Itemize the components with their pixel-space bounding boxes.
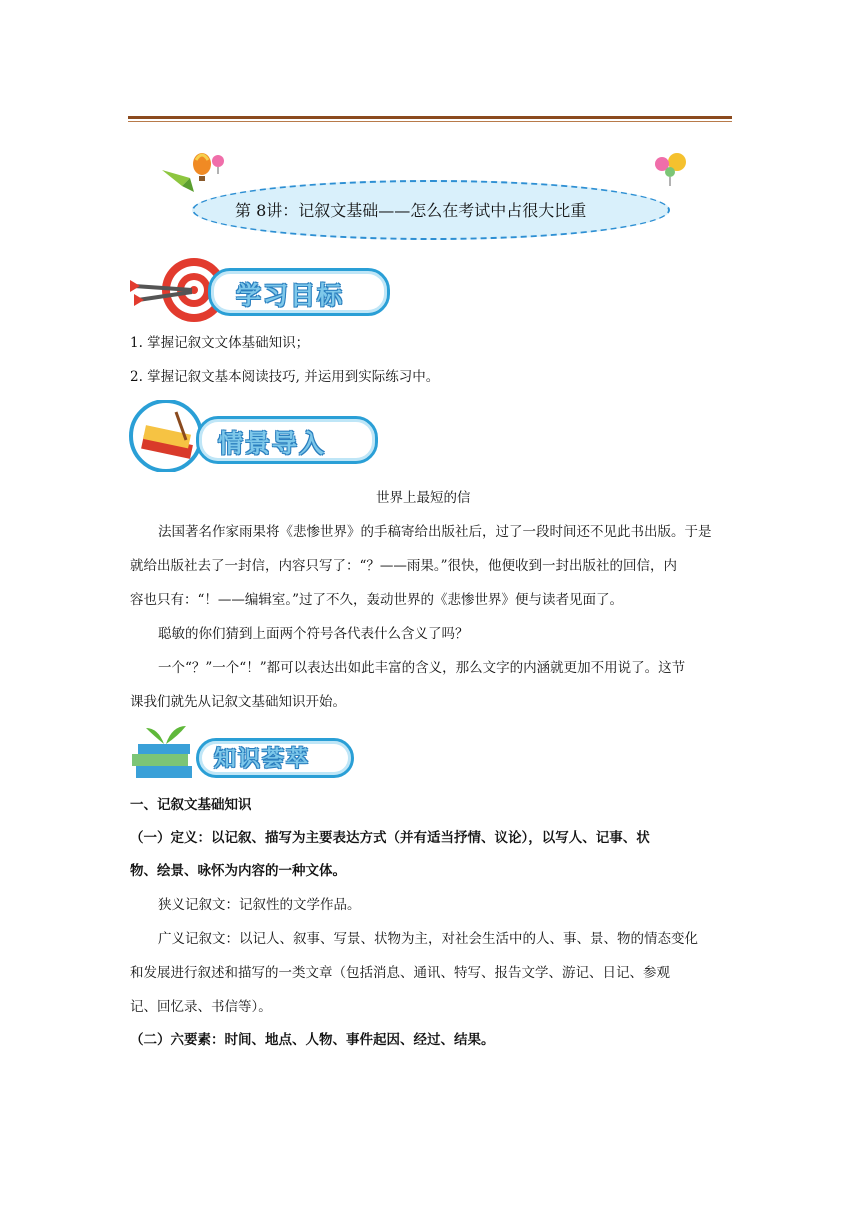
broad-definition-line: 记、回忆录、书信等）。 [130, 999, 272, 1015]
section-label-knowledge: 知识荟萃 [214, 747, 311, 772]
story-paragraph-line: 一个“？”一个“！”都可以表达出如此丰富的含义，那么文字的内涵就更加不用说了。这节 [158, 660, 686, 676]
goal-item: 1. 掌握记叙文文体基础知识； [130, 335, 310, 351]
goal-item: 2. 掌握记叙文基本阅读技巧, 并运用到实际练习中。 [130, 369, 440, 385]
story-paragraph-line: 容也只有：“！——编辑室。”过了不久，轰动世界的《悲惨世界》便与读者见面了。 [130, 592, 624, 608]
kite-balloon-icon [160, 150, 230, 196]
books-sprout-icon [128, 722, 206, 782]
six-elements: （二）六要素：时间、地点、人物、事件起因、经过、结果。 [130, 1032, 495, 1048]
narrow-definition: 狭义记叙文：记叙性的文学作品。 [158, 897, 361, 913]
story-paragraph-line: 课我们就先从记叙文基础知识开始。 [130, 694, 346, 710]
broad-definition-line: 广义记叙文：以记人、叙事、写景、状物为主，对社会生活中的人、事、景、物的情态变化 [158, 931, 698, 947]
page-title: 第 8讲：记叙文基础——怎么在考试中占很大比重 [235, 201, 587, 220]
definition-line: （一）定义：以记叙、描写为主要表达方式（并有适当抒情、议论），以写人、记事、状 [130, 830, 650, 846]
balloons-icon [650, 152, 690, 188]
story-paragraph: 聪敏的你们猜到上面两个符号各代表什么含义了吗？ [158, 626, 469, 642]
story-title: 世界上最短的信 [376, 490, 471, 506]
story-paragraph-line: 法国著名作家雨果将《悲惨世界》的手稿寄给出版社后，过了一段时间还不见此书出版。于是 [158, 524, 712, 540]
header-rule [128, 116, 732, 119]
section-label-intro: 情景导入 [218, 429, 327, 458]
story-paragraph-line: 就给出版社去了一封信，内容只写了：“？——雨果。”很快，他便收到一封出版社的回信，内 [130, 558, 678, 574]
section-label-goals: 学习目标 [236, 281, 345, 310]
definition-line: 物、绘景、咏怀为内容的一种文体。 [130, 863, 346, 879]
knowledge-heading: 一、记叙文基础知识 [130, 797, 252, 813]
broad-definition-line: 和发展进行叙述和描写的一类文章（包括消息、通讯、特写、报告文学、游记、日记、参观 [130, 965, 670, 981]
header-rule-thin [128, 121, 732, 122]
